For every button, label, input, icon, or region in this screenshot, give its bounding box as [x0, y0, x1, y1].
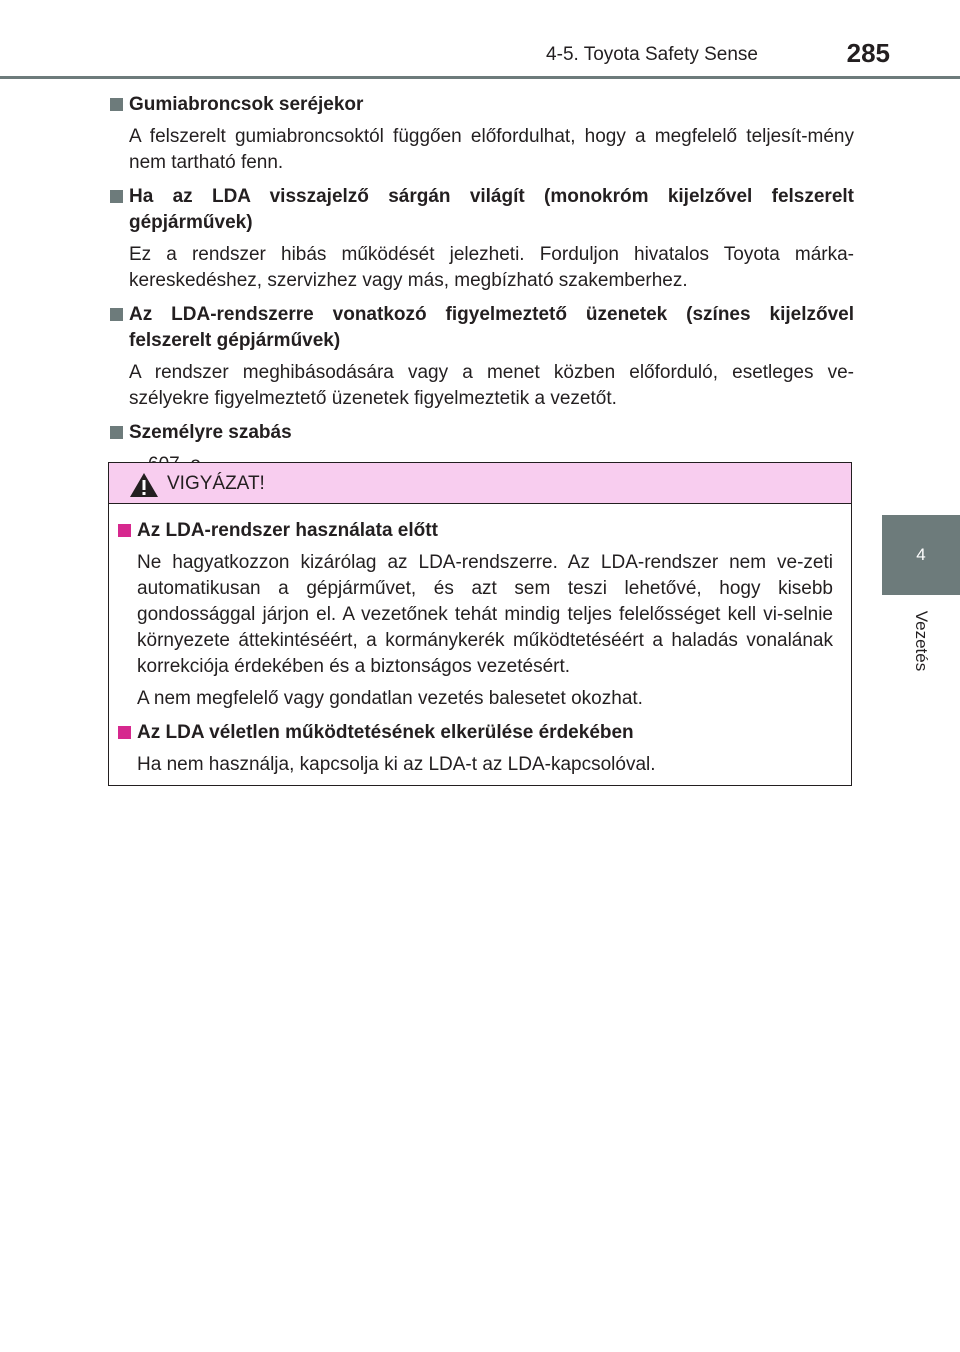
chapter-label-text: Vezetés: [912, 610, 931, 672]
section-text: Ez a rendszer hibás működését jelezheti. Forduljon hivatalos Toyota márka-kereskedéshez, szervizhez vagy más, megbízható szakemberhez.: [129, 244, 854, 291]
caution-item-text: Ha nem használja, kapcsolja ki az LDA-t az LDA-kapcsolóval.: [137, 754, 656, 775]
caution-item-heading: Az LDA véletlen működtetésének elkerülése érdekében: [137, 722, 634, 743]
caution-body: [109, 504, 851, 778]
section-heading: Gumiabroncsok seréjekor: [129, 94, 364, 115]
section-heading: Az LDA-rendszerre vonatkozó figyelmeztető üzenetek (színes kijelzővel felszerelt gépjárművek): [129, 304, 854, 351]
section-tire-replacement: [108, 92, 854, 176]
square-bullet-icon: [110, 98, 123, 111]
caution-item-text: Ne hagyatkozzon kizárólag az LDA-rendszerre. Az LDA-rendszer nem ve-zeti automatikusan a gépjárművet, és azt sem teszi lehetővé, hogy kisebb gondossággal járjon el. A vezetőnek tehát mindig teljes felelősséget kell vi-selnie környezete áttekintéséért, a kormánykerék működtetéséért a haladás vonalának korrekciója érdekében és a biztonságos vezetésért.: [137, 552, 833, 677]
section-text: A felszerelt gumiabroncsoktól függően előfordulhat, hogy a megfelelő teljesít-mény nem tartható fenn.: [129, 126, 854, 173]
section-lda-messages: [108, 302, 854, 412]
chapter-label: [882, 596, 960, 686]
section-text: A rendszer meghibásodására vagy a menet közben előforduló, esetleges ve-szélyekre figyelmeztető üzenetek figyelmeztetik a vezetőt.: [129, 362, 854, 409]
caution-item-heading: Az LDA-rendszer használata előtt: [137, 520, 438, 541]
page-number: 285: [846, 38, 890, 68]
square-bullet-icon: [110, 190, 123, 203]
caution-item-before-use: [116, 518, 833, 712]
square-bullet-icon: [110, 426, 123, 439]
header-rule: [0, 76, 960, 79]
main-content: [108, 92, 854, 486]
square-bullet-icon: [110, 308, 123, 321]
section-heading: Személyre szabás: [129, 422, 292, 443]
caution-box: [108, 462, 852, 786]
caution-item-avoid-activation: [116, 720, 833, 778]
caution-title: VIGYÁZAT!: [167, 473, 265, 494]
section-lda-indicator: [108, 184, 854, 294]
caution-item-text: A nem megfelelő vagy gondatlan vezetés balesetet okozhat.: [137, 688, 643, 709]
section-title: 4-5. Toyota Safety Sense: [546, 44, 758, 65]
warning-triangle-icon: [129, 472, 159, 498]
chapter-tab: 4: [882, 515, 960, 595]
section-heading: Ha az LDA visszajelző sárgán világít (monokróm kijelzővel felszerelt gépjárművek): [129, 186, 854, 233]
square-bullet-icon: [118, 726, 131, 739]
caution-header: [109, 463, 851, 504]
square-bullet-icon: [118, 524, 131, 537]
